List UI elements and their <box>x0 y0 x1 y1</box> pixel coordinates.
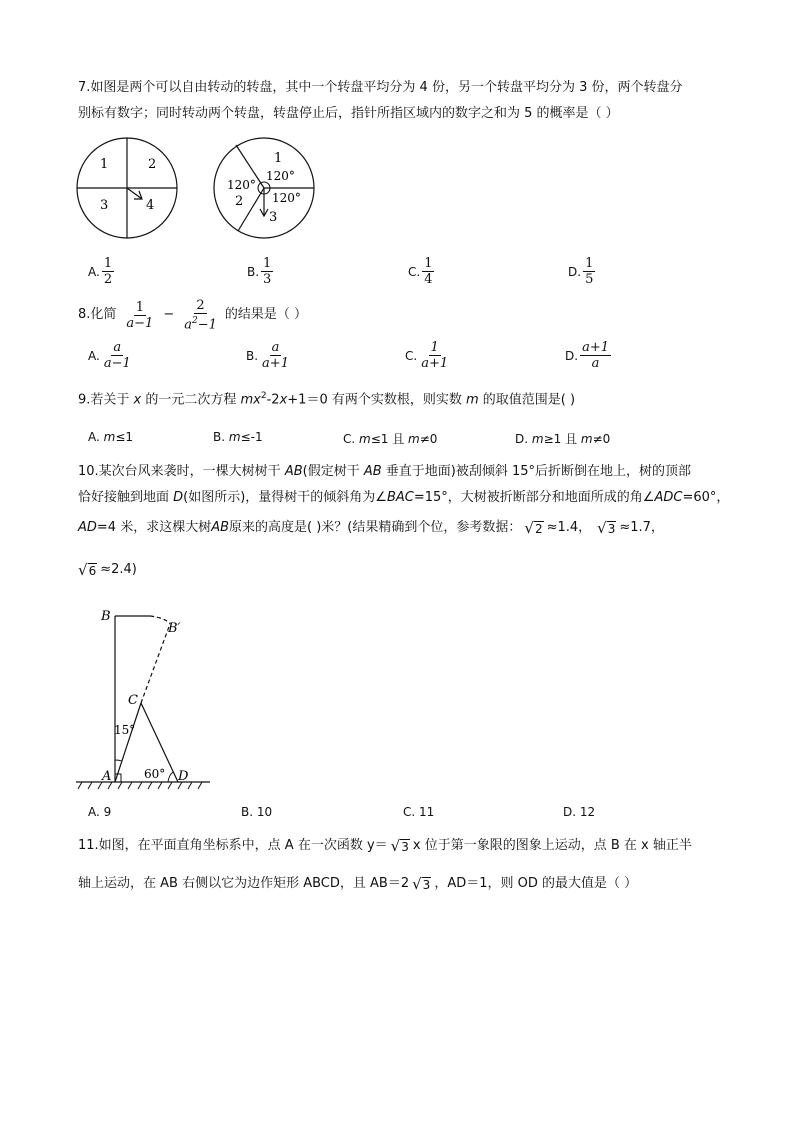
wheel2-label-1: 1 <box>274 151 283 166</box>
sqrt-2: √ 2 <box>524 519 543 537</box>
q8-fraction-2: $\frac{2}{a^2-1}$ <box>184 298 217 333</box>
wheel2-label-3: 3 <box>269 210 278 225</box>
wheel-four-sections <box>77 138 177 238</box>
wheel2-angle-top: 120° <box>266 169 295 183</box>
fraction: $\frac{a+1}{a}$ <box>582 340 609 371</box>
wheel2-angle-left: 120° <box>227 178 256 192</box>
q10-option-b[interactable]: B. 10 <box>241 805 273 819</box>
q7-option-a[interactable]: A. $\frac{1}{2}$ <box>88 256 113 287</box>
q10-line2: 恰好接触到地面 D(如图所示)，量得树干的倾斜角为∠BAC=15°，大树被折断部分和地面所成的角∠ADC=60°， <box>78 490 730 505</box>
fraction: $\frac{1}{a+1}$ <box>421 340 449 371</box>
q8-option-a[interactable]: A. $\frac{a}{a-1}$ <box>88 340 131 371</box>
wheel2-label-2: 2 <box>235 194 244 209</box>
q10-option-d[interactable]: D. 12 <box>563 805 596 819</box>
q9-option-a[interactable]: A. m≤1 <box>88 430 134 444</box>
q8-stem: 8.化简 $\frac{1}{a-1}$ − $\frac{2}{a^2-1}$ 的结果是（ ） <box>78 298 308 333</box>
fraction: $\frac{1}{3}$ <box>263 256 272 287</box>
label-B: B <box>101 609 111 624</box>
sqrt-3: √ 3 <box>390 837 409 855</box>
label-C: C <box>128 693 138 708</box>
sqrt-3: √ 3 <box>597 519 616 537</box>
label-A: A <box>102 769 112 784</box>
wheel2-angle-right: 120° <box>272 191 301 205</box>
label-angle-15: 15° <box>114 723 136 737</box>
label-angle-60: 60° <box>144 767 166 781</box>
q10-line4: √ 6 ≈2.4) <box>78 561 137 579</box>
q7-wheels-figure <box>70 136 330 248</box>
q10-line1: 10.某次台风来袭时，一棵大树树干 AB(假定树干 AB 垂直于地面)被刮倾斜 15°后折断倒在地上，树的顶部 <box>78 464 692 479</box>
q10-tree-figure <box>70 600 220 800</box>
q7-line2: 别标有数字；同时转动两个转盘，转盘停止后，指针所指区域内的数字之和为 5 的概率是（ ） <box>78 106 619 121</box>
q7-option-c[interactable]: C. $\frac{1}{4}$ <box>408 256 433 287</box>
q7-option-b[interactable]: B. $\frac{1}{3}$ <box>247 256 272 287</box>
q8-option-d[interactable]: D. $\frac{a+1}{a}$ <box>565 340 609 371</box>
fraction: $\frac{1}{4}$ <box>424 256 433 287</box>
q8-option-b[interactable]: B. $\frac{a}{a+1}$ <box>246 340 289 371</box>
q11-line1: 11.如图，在平面直角坐标系中，点 A 在一次函数 y＝ √ 3 x 位于第一象限的图象上运动，点 B 在 x 轴正半 <box>78 837 692 855</box>
sqrt-6: √ 6 <box>78 561 97 579</box>
q9-option-d[interactable]: D. m≥1 且 m≠0 <box>515 432 611 446</box>
wheel1-label-4: 4 <box>146 198 155 213</box>
fraction: $\frac{1}{5}$ <box>585 256 594 287</box>
fraction: $\frac{a}{a+1}$ <box>262 340 289 371</box>
q9-option-c[interactable]: C. m≤1 且 m≠0 <box>343 432 438 446</box>
q8-option-c[interactable]: C. $\frac{1}{a+1}$ <box>405 340 449 371</box>
q9-stem: 9.若关于 x 的一元二次方程 $mx^2-2x+1=0$ 有两个实数根，则实数 m 的取值范围是( ) <box>78 391 576 408</box>
wheel1-label-3: 3 <box>100 198 109 213</box>
wheel1-label-2: 2 <box>148 157 157 172</box>
q9-option-b[interactable]: B. m≤-1 <box>213 430 263 444</box>
q7-option-d[interactable]: D. $\frac{1}{5}$ <box>568 256 594 287</box>
wheel-three-sections <box>214 138 314 238</box>
q10-option-a[interactable]: A. 9 <box>88 805 112 819</box>
label-D: D <box>178 769 189 784</box>
q8-fraction-1: $\frac{1}{a-1}$ <box>126 299 154 331</box>
q10-option-c[interactable]: C. 11 <box>403 805 435 819</box>
fraction: $\frac{1}{2}$ <box>103 256 113 287</box>
q10-line3: AD =4 米，求这棵大树 AB 原来的高度是( )米？(结果精确到个位，参考数据： √ 2 ≈1.4， √ 3 ≈1.7， <box>78 519 664 537</box>
label-B-prime: B′ <box>168 621 181 636</box>
wheel1-label-1: 1 <box>100 157 109 172</box>
sqrt-3: √ 3 <box>412 875 431 893</box>
q7-line1: 7.如图是两个可以自由转动的转盘，其中一个转盘平均分为 4 份，另一个转盘平均分为 3 份，两个转盘分 <box>78 80 683 95</box>
q11-line2: 轴上运动，在 AB 右侧以它为边作矩形 ABCD，且 AB＝2 √ 3 ，AD＝1，则 OD 的最大值是（ ） <box>78 875 638 893</box>
fraction: $\frac{a}{a-1}$ <box>103 340 131 371</box>
